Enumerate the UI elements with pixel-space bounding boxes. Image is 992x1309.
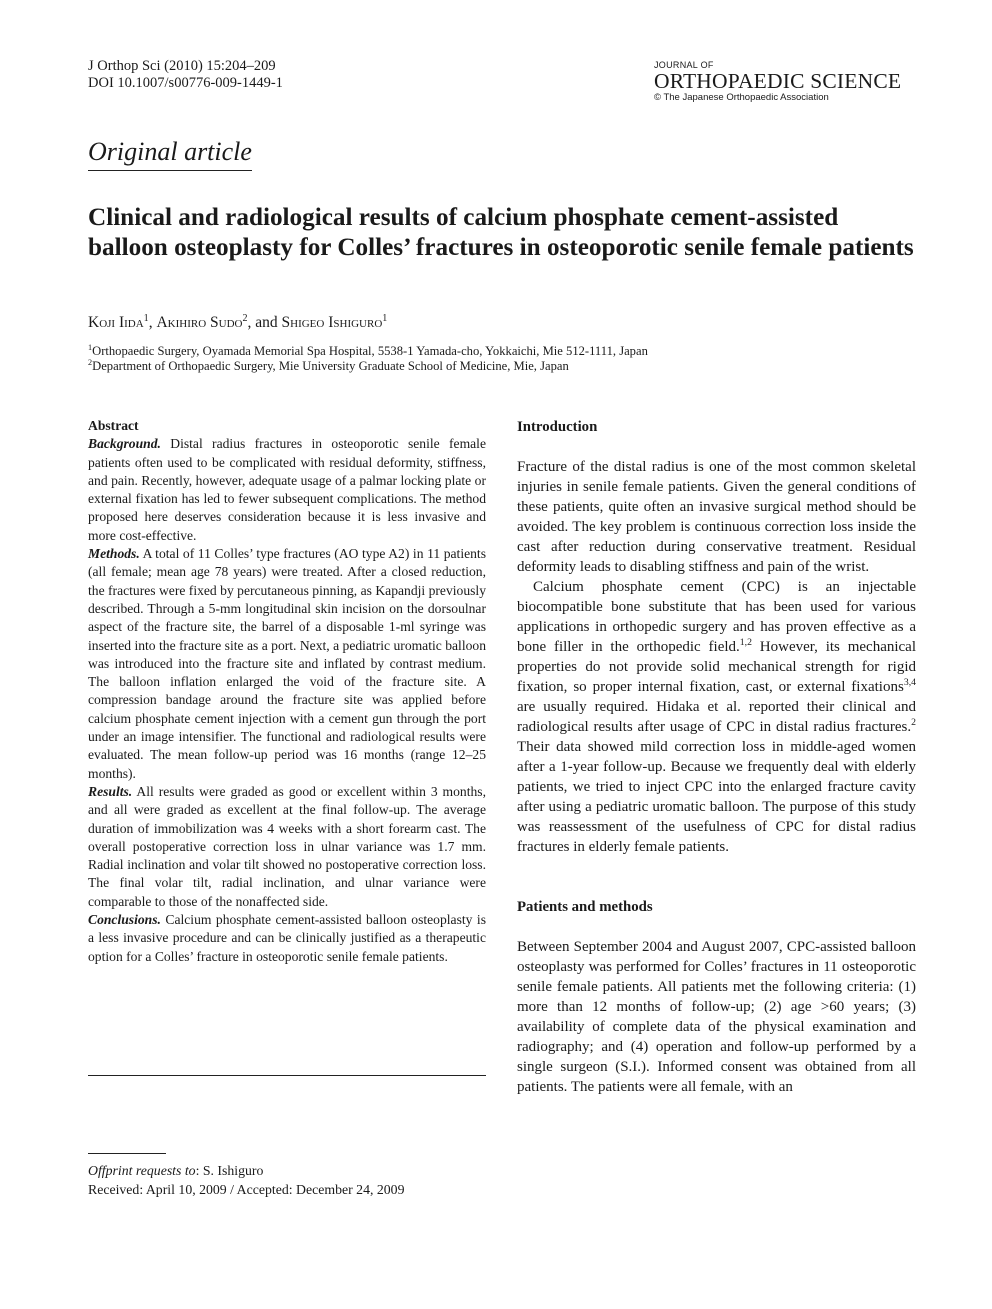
author-separator: , and — [247, 314, 282, 331]
citation-block — [88, 58, 283, 92]
offprint-name: : S. Ishiguro — [195, 1163, 264, 1178]
author-name: Koji Iida — [88, 314, 144, 331]
intro-text: However, its mechanical properties do not provide solid mechanical strength for rigid fixation, so proper internal fixation, cast, or external fixations — [517, 639, 917, 695]
author-affil-mark: 1 — [143, 312, 149, 324]
abstract-divider — [88, 1075, 486, 1076]
journal-logo — [654, 60, 916, 104]
affil-text: Orthopaedic Surgery, Oyamada Memorial Spa Hospital, 5538-1 Yamada-cho, Yokkaichi, Mie 512-1111, Japan — [92, 344, 648, 358]
article-type: Original article — [88, 136, 252, 171]
background-text: Distal radius fractures in osteoporotic senile female patients often used to be complicated with residual deformity, stiffness, and pain. Recently, however, adequate usage of a palmar locking plate or external fixation has led to fewer subsequent complications. The method proposed here deserves consideration because it is less invasive and more cost-effective. — [88, 436, 486, 543]
conclusions-label: Conclusions. — [88, 912, 161, 928]
results-label: Results. — [88, 783, 133, 799]
abstract-methods — [88, 545, 486, 783]
citation-ref: 3,4 — [903, 677, 916, 688]
doi: DOI 10.1007/s00776-009-1449-1 — [88, 75, 283, 91]
journal-of: JOURNAL OF — [654, 60, 714, 70]
citation-ref: 2 — [911, 717, 916, 728]
affil-mark: 2 — [88, 357, 93, 367]
abstract-results — [88, 783, 486, 911]
citation-ref: 1,2 — [739, 637, 752, 648]
introduction-heading: Introduction — [517, 419, 598, 435]
abstract-conclusions — [88, 911, 486, 966]
offprint-line — [88, 1161, 404, 1180]
author-affil-mark: 1 — [382, 312, 388, 324]
results-text: All results were graded as good or excellent within 3 months, and all were graded as excellent at the final follow-up. The average duration of immobilization was 4 weeks with a short forearm cast. The overall postoperative correction loss in ulnar variance was 1.7 mm. Radial inclination and volar tilt showed no postoperative correction loss. The final volar tilt, radial inclination, and ulnar variance were comparable to those of the nonaffected side. — [88, 783, 486, 909]
background-label: Background. — [88, 436, 161, 452]
affil-mark: 1 — [88, 342, 93, 352]
affiliations — [88, 344, 918, 374]
patients-methods-paragraph: Between September 2004 and August 2007, CPC-assisted balloon osteoplasty was performed for Colles’ fractures in 11 osteoporotic senile female patients. All patients met the following criteria: (1) more than 12 months of follow-up; (2) age >60 years; (3) availability of complete data of the physical examination and radiography; and (4) operation and follow-up performed by a single surgeon (S.I.). Informed consent was obtained from all patients. The patients were all female, with an — [517, 939, 916, 1095]
body-column-right — [517, 417, 916, 1097]
affil-text: Department of Orthopaedic Surgery, Mie University Graduate School of Medicine, Mie, Japan — [92, 359, 569, 373]
introduction-paragraph — [517, 577, 916, 857]
introduction-paragraph: Fracture of the distal radius is one of the most common skeletal injuries in senile female patients. Given the general conditions of these patients, quite often an invasive surgical method should be avoided. The key problem is continuous correction loss inside the cast after reduction during conservative treatment. Residual deformity leads to disabling stiffness and pain of the wrist. — [517, 459, 916, 575]
journal-copyright: © The Japanese Orthopaedic Association — [654, 92, 829, 103]
affiliation — [88, 344, 918, 359]
intro-text: Calcium phosphate cement (CPC) is an injectable biocompatible bone substitute that has been used for various applications in orthopedic surgery and has proven effective as a bone filler in the orthopedic field. — [517, 579, 916, 655]
abstract — [88, 417, 486, 966]
methods-text: A total of 11 Colles’ type fractures (AO type A2) in 11 patients (all female; mean age 78 years) were treated. After a closed reduction, the fractures were fixed by percutaneous pinning, as Kapandji previously described. Through a 5-mm longitudinal skin incision on the dorsoulnar aspect of the fracture site, the barrel of a disposable 1-ml syringe was inserted into the fracture site as a port. Next, a pediatric uromatic balloon was introduced into the fracture site and inflated by contrast medium. The balloon inflation enlarged the void of the fracture site. A compression bandage around the fracture site was applied before calcium phosphate cement injection with a cement gun through the port under an image intensifier. The functional and radiological results were evaluated. The mean follow-up period was 16 months (range 12–25 months). — [88, 546, 486, 781]
author-name: Akihiro Sudo — [156, 314, 243, 331]
conclusions-text: Calcium phosphate cement-assisted balloon osteoplasty is a less invasive procedure and can be clinically justified as a therapeutic option for a Colles’ fracture in osteoporotic senile female patients. — [88, 912, 486, 964]
abstract-heading: Abstract — [88, 418, 139, 433]
patients-methods-heading: Patients and methods — [517, 899, 653, 915]
intro-text: are usually required. Hidaka et al. reported their clinical and radiological results after usage of CPC in distal radius fractures. — [517, 699, 916, 735]
received-line: Received: April 10, 2009 / Accepted: December 24, 2009 — [88, 1182, 405, 1197]
author-list: Koji Iida$^1$, Akihiro Sudo$^2$, and Shigeo Ishiguro$^1$ — [88, 312, 388, 331]
author-affil-mark: 2 — [242, 312, 248, 324]
methods-label: Methods. — [88, 546, 140, 562]
footnote — [88, 1161, 404, 1199]
intro-text: Their data showed mild correction loss in middle-aged women after a 1-year follow-up. Because we frequently deal with elderly patients, we tried to inject CPC into the enlarged fracture cavity after using a pediatric uromatic balloon. The purpose of this study was reassessment of the usefulness of CPC for distal radius fractures in elderly female patients. — [517, 739, 916, 855]
journal-name: ORTHOPAEDIC SCIENCE — [654, 69, 902, 93]
article-title: Clinical and radiological results of calcium phosphate cement-assisted balloon osteoplasty for Colles’ fractures in osteoporotic senile female patients — [88, 204, 914, 261]
footnote-divider — [88, 1153, 166, 1154]
affiliation — [88, 359, 918, 374]
offprint-label: Offprint requests to — [88, 1163, 196, 1178]
author-name: Shigeo Ishiguro — [281, 314, 383, 331]
abstract-background — [88, 435, 486, 545]
citation: J Orthop Sci (2010) 15:204–209 — [88, 58, 276, 74]
